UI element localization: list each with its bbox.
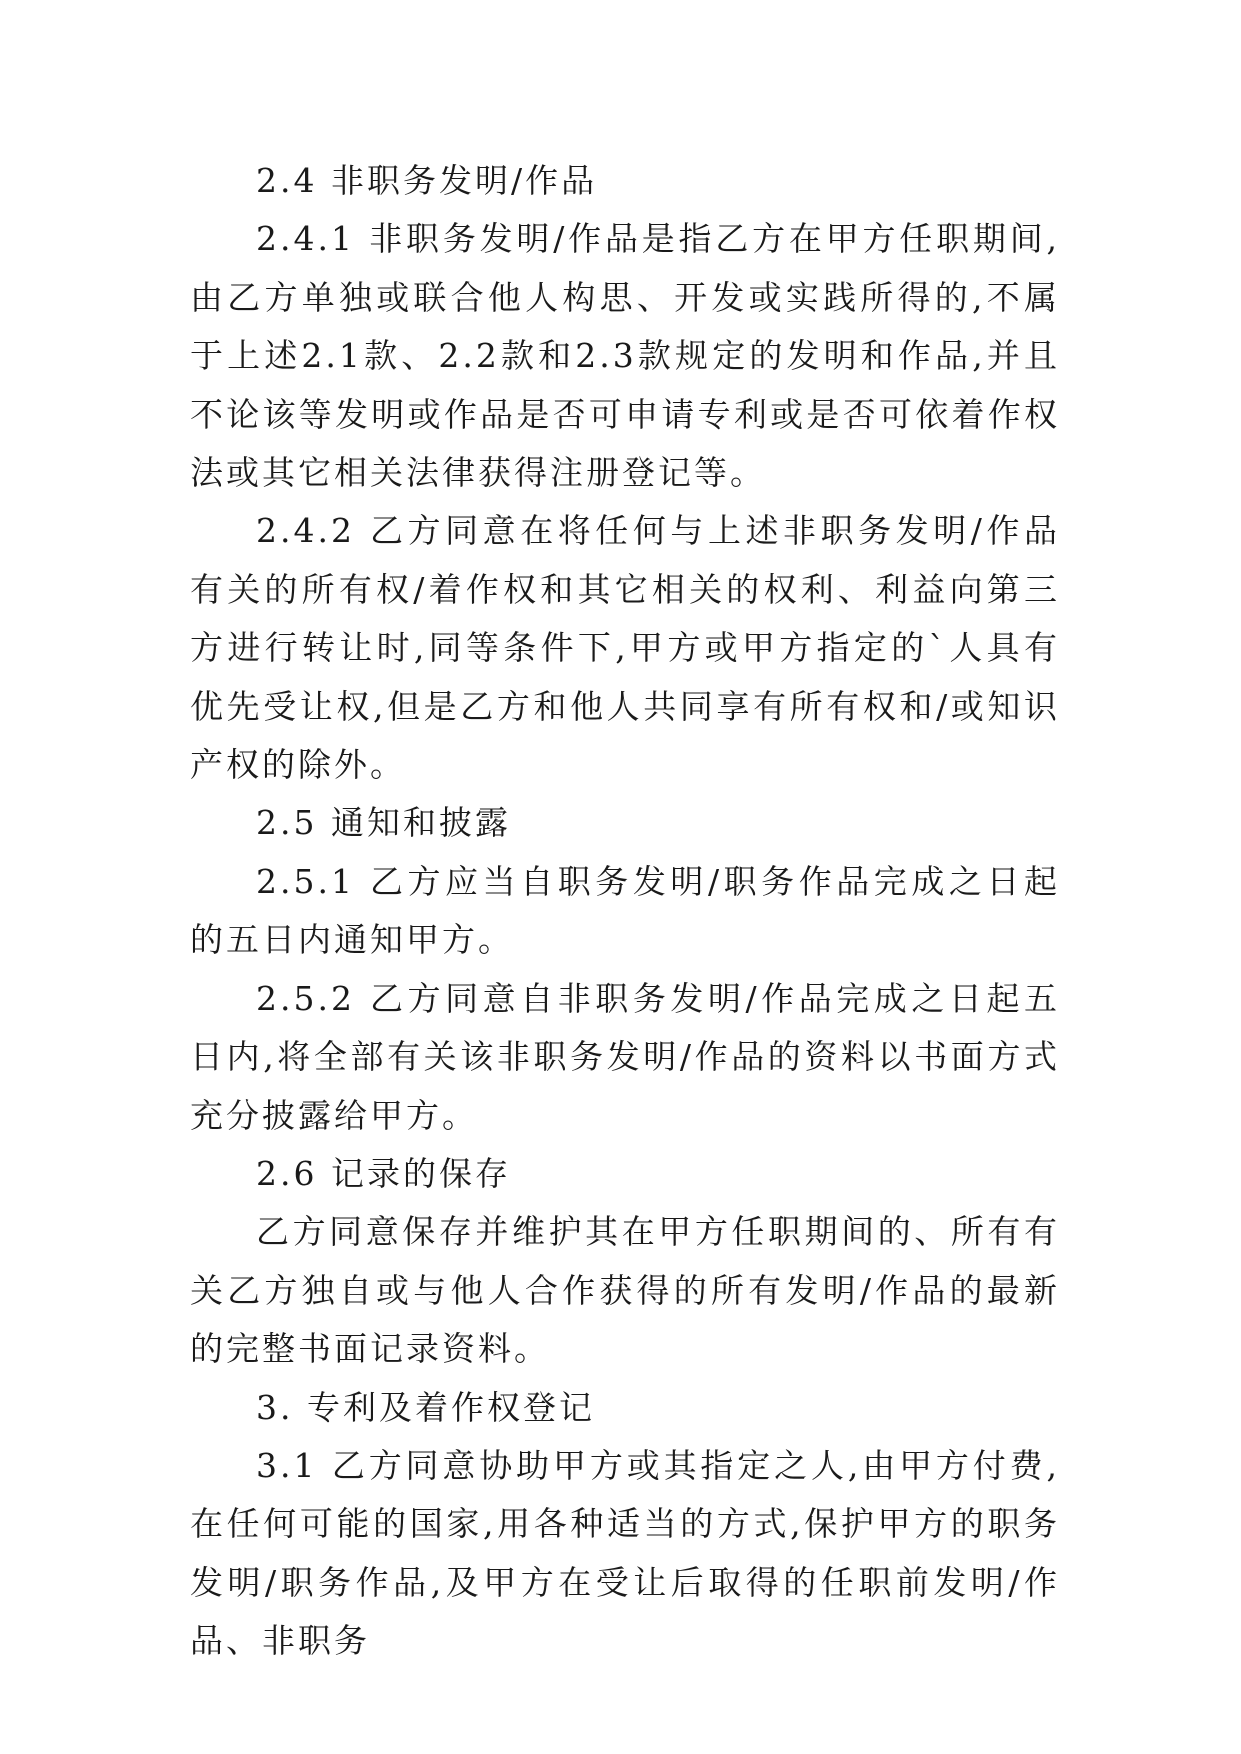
paragraph-2-6-body: 乙方同意保存并维护其在甲方任职期间的、所有有关乙方独自或与他人合作获得的所有发明/作品的最新的完整书面记录资料。: [190, 1212, 1060, 1369]
document-body: [190, 152, 1060, 1671]
paragraph-2-5-2: 2.5.2 乙方同意自非职务发明/作品完成之日起五日内,将全部有关该非职务发明/作品的资料以书面方式充分披露给甲方。: [190, 978, 1060, 1135]
paragraph-2-5-1: 2.5.1 乙方应当自职务发明/职务作品完成之日起的五日内通知甲方。: [190, 861, 1060, 960]
heading-2-4: 2.4 非职务发明/作品: [256, 161, 598, 200]
heading-2-6: 2.6 记录的保存: [256, 1153, 511, 1193]
heading-3: 3. 专利及着作权登记: [256, 1387, 595, 1427]
paragraph-2-4-2: 2.4.2 乙方同意在将任何与上述非职务发明/作品有关的所有权/着作权和其它相关的权利、利益向第三方进行转让时,同等条件下,甲方或甲方指定的`人具有优先受让权,但是乙方和他人共同享有所有权和/或知识产权的除外。: [190, 511, 1060, 785]
paragraph-3-1: 3.1 乙方同意协助甲方或其指定之人,由甲方付费,在任何可能的国家,用各种适当的方式,保护甲方的职务发明/职务作品,及甲方在受让后取得的任职前发明/作品、非职务: [190, 1445, 1060, 1661]
paragraph-2-4-1: 2.4.1 非职务发明/作品是指乙方在甲方任职期间,由乙方单独或联合他人构思、开发或实践所得的,不属于上述2.1款、2.2款和2.3款规定的发明和作品,并且不论该等发明或作品是否可申请专利或是否可依着作权法或其它相关法律获得注册登记等。: [190, 219, 1060, 493]
heading-2-5: 2.5 通知和披露: [256, 803, 511, 843]
